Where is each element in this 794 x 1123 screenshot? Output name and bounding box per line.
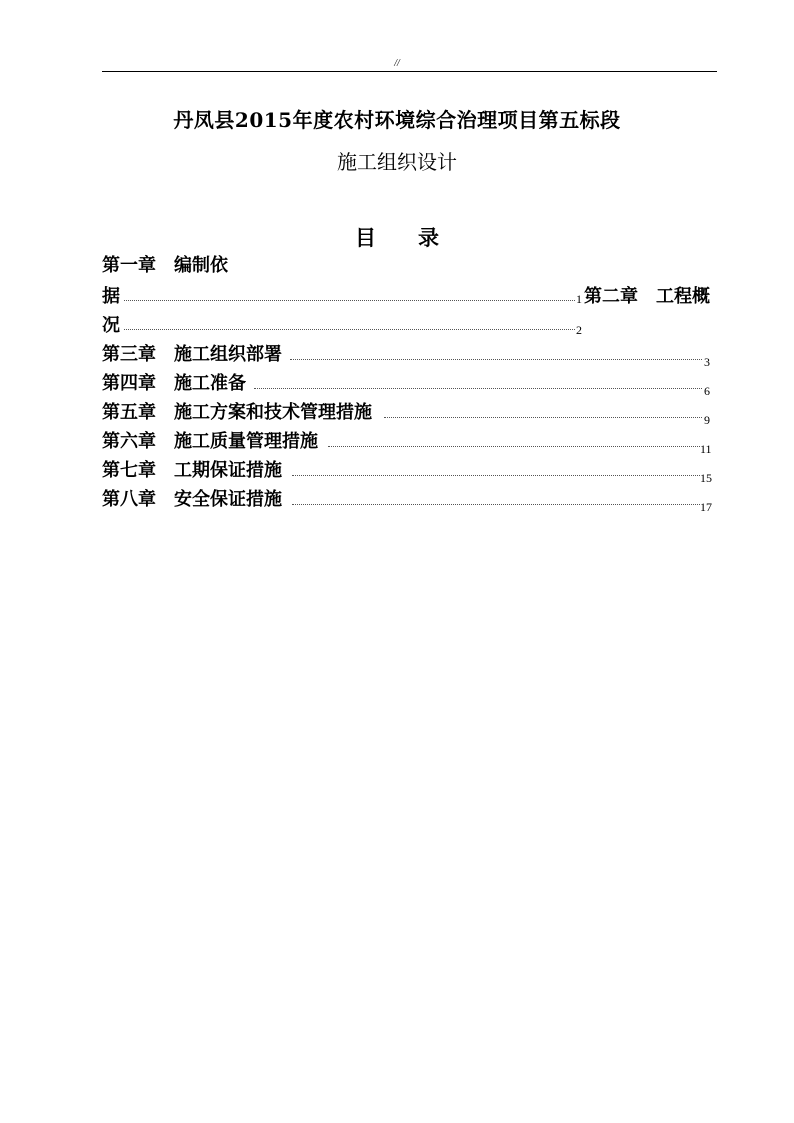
toc-page-number: 17 [700,500,712,514]
toc-entry-2[interactable] [584,283,710,311]
toc-chapter-title-part1: 编制依 [174,255,228,276]
toc-chapter-title: 施工组织部署 [174,344,282,365]
toc-wrap-line-1 [102,283,717,311]
toc-chapter-number: 第五章 [102,402,156,423]
toc-dot-leader [124,329,575,330]
toc-chapter-title: 施工准备 [174,373,246,394]
toc-chapter-number: 第六章 [102,431,156,452]
toc-page-number: 1 [576,292,582,306]
toc-entry-6[interactable] [102,428,717,456]
toc-chapter-number: 第四章 [102,373,156,394]
document-subtitle: 施工组织设计 [337,150,457,174]
toc-chapter-title: 工期保证措施 [174,460,282,481]
toc-dot-leader [124,300,575,301]
toc-heading-right: 录 [418,226,439,250]
toc-chapter-number: 第三章 [102,344,156,365]
toc-chapter-title-part2: 据 [102,286,120,307]
toc-chapter-title: 施工质量管理措施 [174,431,318,452]
toc-dot-leader [254,388,702,389]
toc-entry-7[interactable] [102,457,717,485]
toc-page-number: 2 [576,323,582,337]
header-rule [102,71,717,72]
toc-chapter-number: 第八章 [102,489,156,510]
toc-chapter-number: 第二章 [584,286,638,307]
toc-page-number: 15 [700,471,712,485]
toc-dot-leader [328,446,700,447]
toc-chapter-title-part1: 工程概 [656,286,710,307]
toc-chapter-title: 施工方案和技术管理措施 [174,402,372,423]
toc-heading [0,222,794,252]
toc-dot-leader [292,504,700,505]
toc-heading-left: 目 [355,226,376,250]
toc-chapter-number: 第七章 [102,460,156,481]
toc-page-number: 11 [700,442,712,456]
toc-entry-8[interactable] [102,486,717,514]
toc-chapter-number: 第一章 [102,255,156,276]
document-title: 丹凤县2015年度农村环境综合治理项目第五标段 [173,108,621,132]
toc-entry-5[interactable] [102,399,717,427]
toc-dot-leader [292,475,700,476]
toc-chapter-title-part2: 况 [102,315,120,336]
toc-page-number: 9 [704,413,710,427]
header-mark: // [394,58,400,69]
toc-page-number: 6 [704,384,710,398]
toc-page-number: 3 [704,355,710,369]
toc-dot-leader [290,359,702,360]
toc-wrap-line-2 [102,312,717,340]
toc-entry-3[interactable] [102,341,717,369]
toc-dot-leader [384,417,702,418]
toc-entry-1[interactable] [102,252,228,280]
toc-chapter-title: 安全保证措施 [174,489,282,510]
toc-entry-4[interactable] [102,370,717,398]
